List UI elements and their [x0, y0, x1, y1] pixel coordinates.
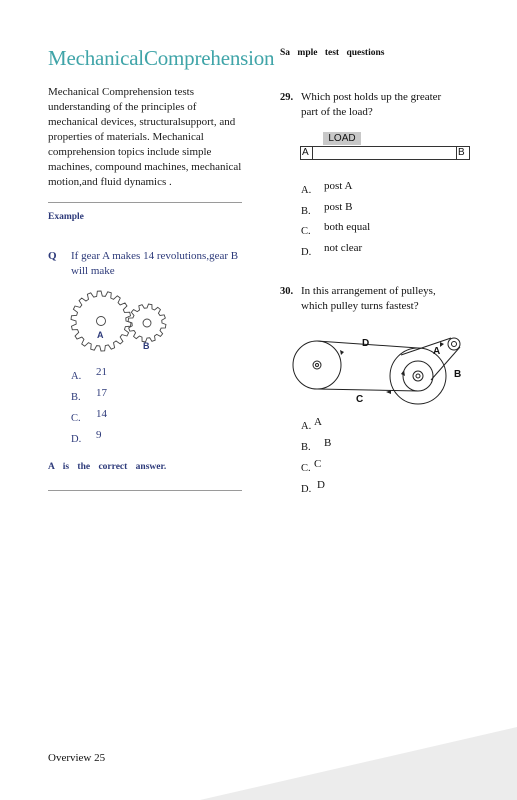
pulley-d-icon	[293, 341, 341, 389]
gear-a-label: A	[97, 330, 104, 340]
option-value: B	[324, 437, 332, 449]
q30-option-c[interactable]	[301, 458, 322, 476]
q30-option-d[interactable]	[301, 479, 325, 497]
option-letter: C.	[71, 413, 81, 424]
gear-b-label: B	[143, 341, 150, 351]
option-letter: B.	[301, 442, 311, 453]
answer-statement: A is the correct answer.	[48, 462, 167, 472]
pulleys-diagram	[288, 330, 478, 408]
example-question-label: Q	[48, 250, 57, 262]
pulley-b-label: B	[454, 369, 462, 380]
example-option-d[interactable]	[71, 429, 102, 447]
option-value: 17	[96, 387, 107, 399]
q29-option-a[interactable]	[301, 180, 353, 198]
option-letter: B.	[301, 206, 311, 217]
example-question-text: If gear A makes 14 revolutions,gear B will make	[71, 250, 239, 277]
option-letter: D.	[301, 247, 312, 258]
option-value: post A	[324, 180, 353, 192]
option-value: D	[317, 479, 325, 491]
pulley-d-label: D	[362, 338, 370, 349]
option-value: 9	[96, 429, 102, 441]
option-letter: A.	[301, 185, 312, 196]
question-30-text: In this arrangement of pulleys, which pulley turns fastest?	[301, 285, 436, 312]
example-option-b[interactable]	[71, 387, 107, 405]
question-29-text: Which post holds up the greater part of the load?	[301, 91, 442, 118]
option-value: both equal	[324, 221, 371, 233]
post-b-label: B	[458, 147, 465, 158]
load-box: LOAD	[323, 132, 361, 145]
option-value: not clear	[324, 242, 363, 254]
pulley-a-label: A	[433, 346, 441, 357]
divider-top	[48, 202, 242, 203]
option-letter: B.	[71, 392, 81, 403]
q29-option-b[interactable]	[301, 201, 353, 219]
post-a-label: A	[302, 147, 309, 158]
option-value: C	[314, 458, 322, 470]
question-30-number: 30.	[280, 286, 294, 297]
question-29-number: 29.	[280, 92, 294, 103]
option-letter: D.	[301, 484, 312, 495]
option-letter: A.	[301, 421, 312, 432]
option-value: A	[314, 416, 322, 428]
q29-option-c[interactable]	[301, 221, 371, 239]
post-b-line	[456, 147, 457, 159]
option-value: 14	[96, 408, 107, 420]
gears-diagram	[66, 288, 168, 352]
example-label: Example	[48, 212, 84, 222]
load-beam	[300, 146, 470, 160]
option-value: post B	[324, 201, 353, 213]
option-letter: A.	[71, 371, 82, 382]
divider-bottom	[48, 490, 242, 491]
post-a-line	[312, 147, 313, 159]
option-letter: C.	[301, 463, 311, 474]
example-option-c[interactable]	[71, 408, 107, 426]
pulley-c-label: C	[356, 394, 364, 405]
gear-b-icon	[128, 304, 166, 342]
q30-option-a[interactable]	[301, 416, 322, 434]
example-option-a[interactable]	[71, 366, 107, 384]
sample-questions-heading: Sa mple test questions	[280, 48, 385, 58]
page-footer: Overview 25	[48, 752, 106, 764]
option-value: 21	[96, 366, 107, 378]
option-letter: C.	[301, 226, 311, 237]
intro-paragraph: Mechanical Comprehension tests understanding of the principles of mechanical devices, structuralsupport, and properties of materials. Mechanical comprehension topics include simple machines, compound machines, mechanical motion,and fluid dynamics .	[48, 86, 242, 188]
q29-option-d[interactable]	[301, 242, 363, 260]
page-title: MechanicalComprehension	[48, 46, 275, 70]
gear-a-icon	[71, 291, 131, 351]
pulley-a-icon	[448, 338, 460, 350]
option-letter: D.	[71, 434, 82, 445]
q30-option-b[interactable]	[301, 437, 332, 455]
